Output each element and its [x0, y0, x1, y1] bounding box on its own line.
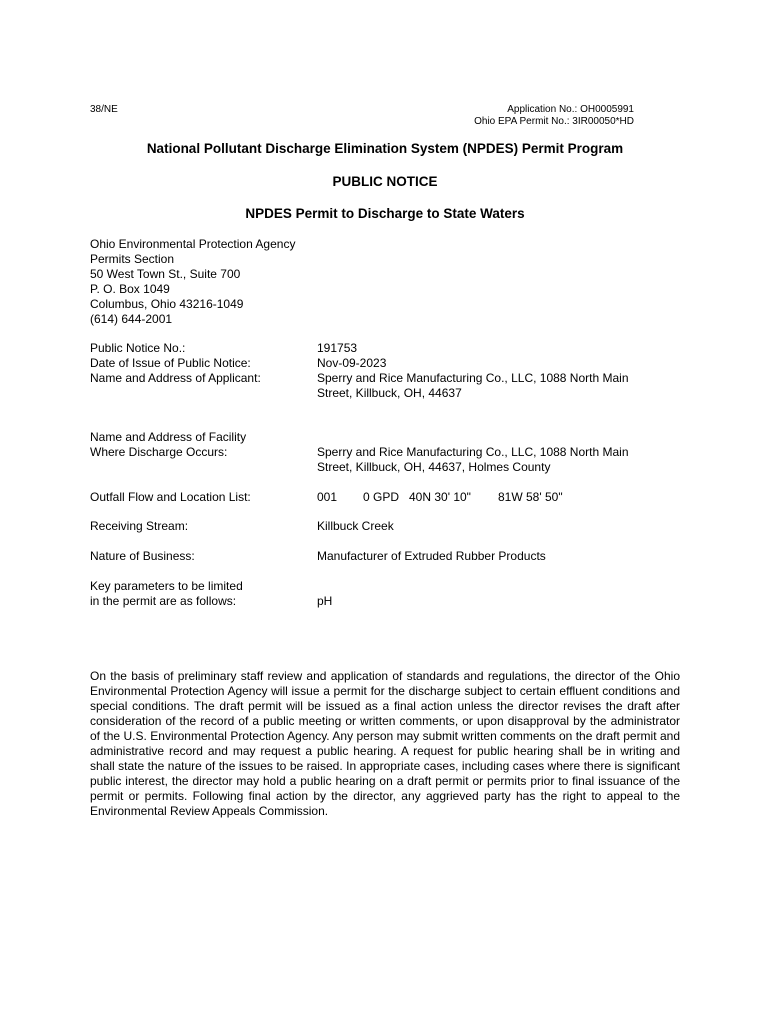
issue-date-label: Date of Issue of Public Notice:: [90, 356, 251, 370]
agency-phone: (614) 644-2001: [90, 312, 173, 326]
applicant-line: Street, Killbuck, OH, 44637: [317, 386, 462, 400]
outfall-latitude: 40N 30' 10": [409, 490, 471, 504]
facility-line: Street, Killbuck, OH, 44637, Holmes County: [317, 460, 551, 474]
facility-label: [90, 430, 316, 460]
application-number: Application No.: OH0005991: [507, 104, 634, 115]
applicant-label: Name and Address of Applicant:: [90, 371, 261, 385]
receiving-stream-label: Receiving Stream:: [90, 519, 189, 533]
parameters-label: [90, 579, 316, 609]
agency-city: Columbus, Ohio 43216-1049: [90, 297, 244, 311]
applicant-value: [317, 371, 677, 401]
office-code: 38/NE: [90, 104, 118, 115]
outfall-longitude: 81W 58' 50": [498, 490, 563, 504]
facility-value: [317, 445, 677, 475]
business-value: Manufacturer of Extruded Rubber Products: [317, 549, 546, 563]
agency-section: Permits Section: [90, 252, 175, 266]
agency-name: Ohio Environmental Protection Agency: [90, 237, 296, 251]
facility-line: Sperry and Rice Manufacturing Co., LLC, 1088 North Main: [317, 445, 629, 459]
permit-identifiers: [474, 104, 634, 128]
facility-label-line: Where Discharge Occurs:: [90, 445, 228, 459]
parameters-label-line: Key parameters to be limited: [90, 579, 243, 593]
notice-title: PUBLIC NOTICE: [332, 174, 438, 189]
epa-permit-number: Ohio EPA Permit No.: 3IR00050*HD: [474, 116, 634, 127]
agency-street: 50 West Town St., Suite 700: [90, 267, 241, 281]
outfall-flow: 0 GPD: [363, 490, 400, 504]
facility-label-line: Name and Address of Facility: [90, 430, 247, 444]
issue-date-value: Nov-09-2023: [317, 356, 387, 370]
receiving-stream-value: Killbuck Creek: [317, 519, 394, 533]
agency-po-box: P. O. Box 1049: [90, 282, 170, 296]
permit-title: NPDES Permit to Discharge to State Waters: [245, 206, 525, 221]
notice-body-paragraph: On the basis of preliminary staff review and application of standards and regulations, the director of the Ohio Environmental Protection Agency will issue a permit for the discharge subject to certain effluent conditions and special conditions. The draft permit will be issued as a final action unless the director revises the draft after consideration of the record of a public meeting or written comments, or upon disapproval by the administrator of the U.S. Environmental Protection Agency. Any person may submit written comments on the draft permit and administrative record and may request a public hearing. A request for public hearing shall be in writing and shall state the nature of the issues to be raised. In appropriate cases, including cases where there is significant public interest, the director may hold a public hearing on a draft permit or permits prior to final issuance of the permit or permits. Following final action by the director, any aggrieved party has the right to appeal to the Environmental Review Appeals Commission.: [90, 669, 680, 818]
public-notice-value: 191753: [317, 341, 358, 355]
outfall-number: 001: [317, 490, 338, 504]
outfall-label: Outfall Flow and Location List:: [90, 490, 251, 504]
public-notice-label: Public Notice No.:: [90, 341, 186, 355]
parameters-label-line: in the permit are as follows:: [90, 594, 237, 608]
business-label: Nature of Business:: [90, 549, 195, 563]
parameters-value: pH: [317, 594, 333, 608]
applicant-line: Sperry and Rice Manufacturing Co., LLC, 1088 North Main: [317, 371, 629, 385]
program-title: National Pollutant Discharge Elimination System (NPDES) Permit Program: [146, 141, 624, 156]
agency-address: [90, 237, 295, 327]
